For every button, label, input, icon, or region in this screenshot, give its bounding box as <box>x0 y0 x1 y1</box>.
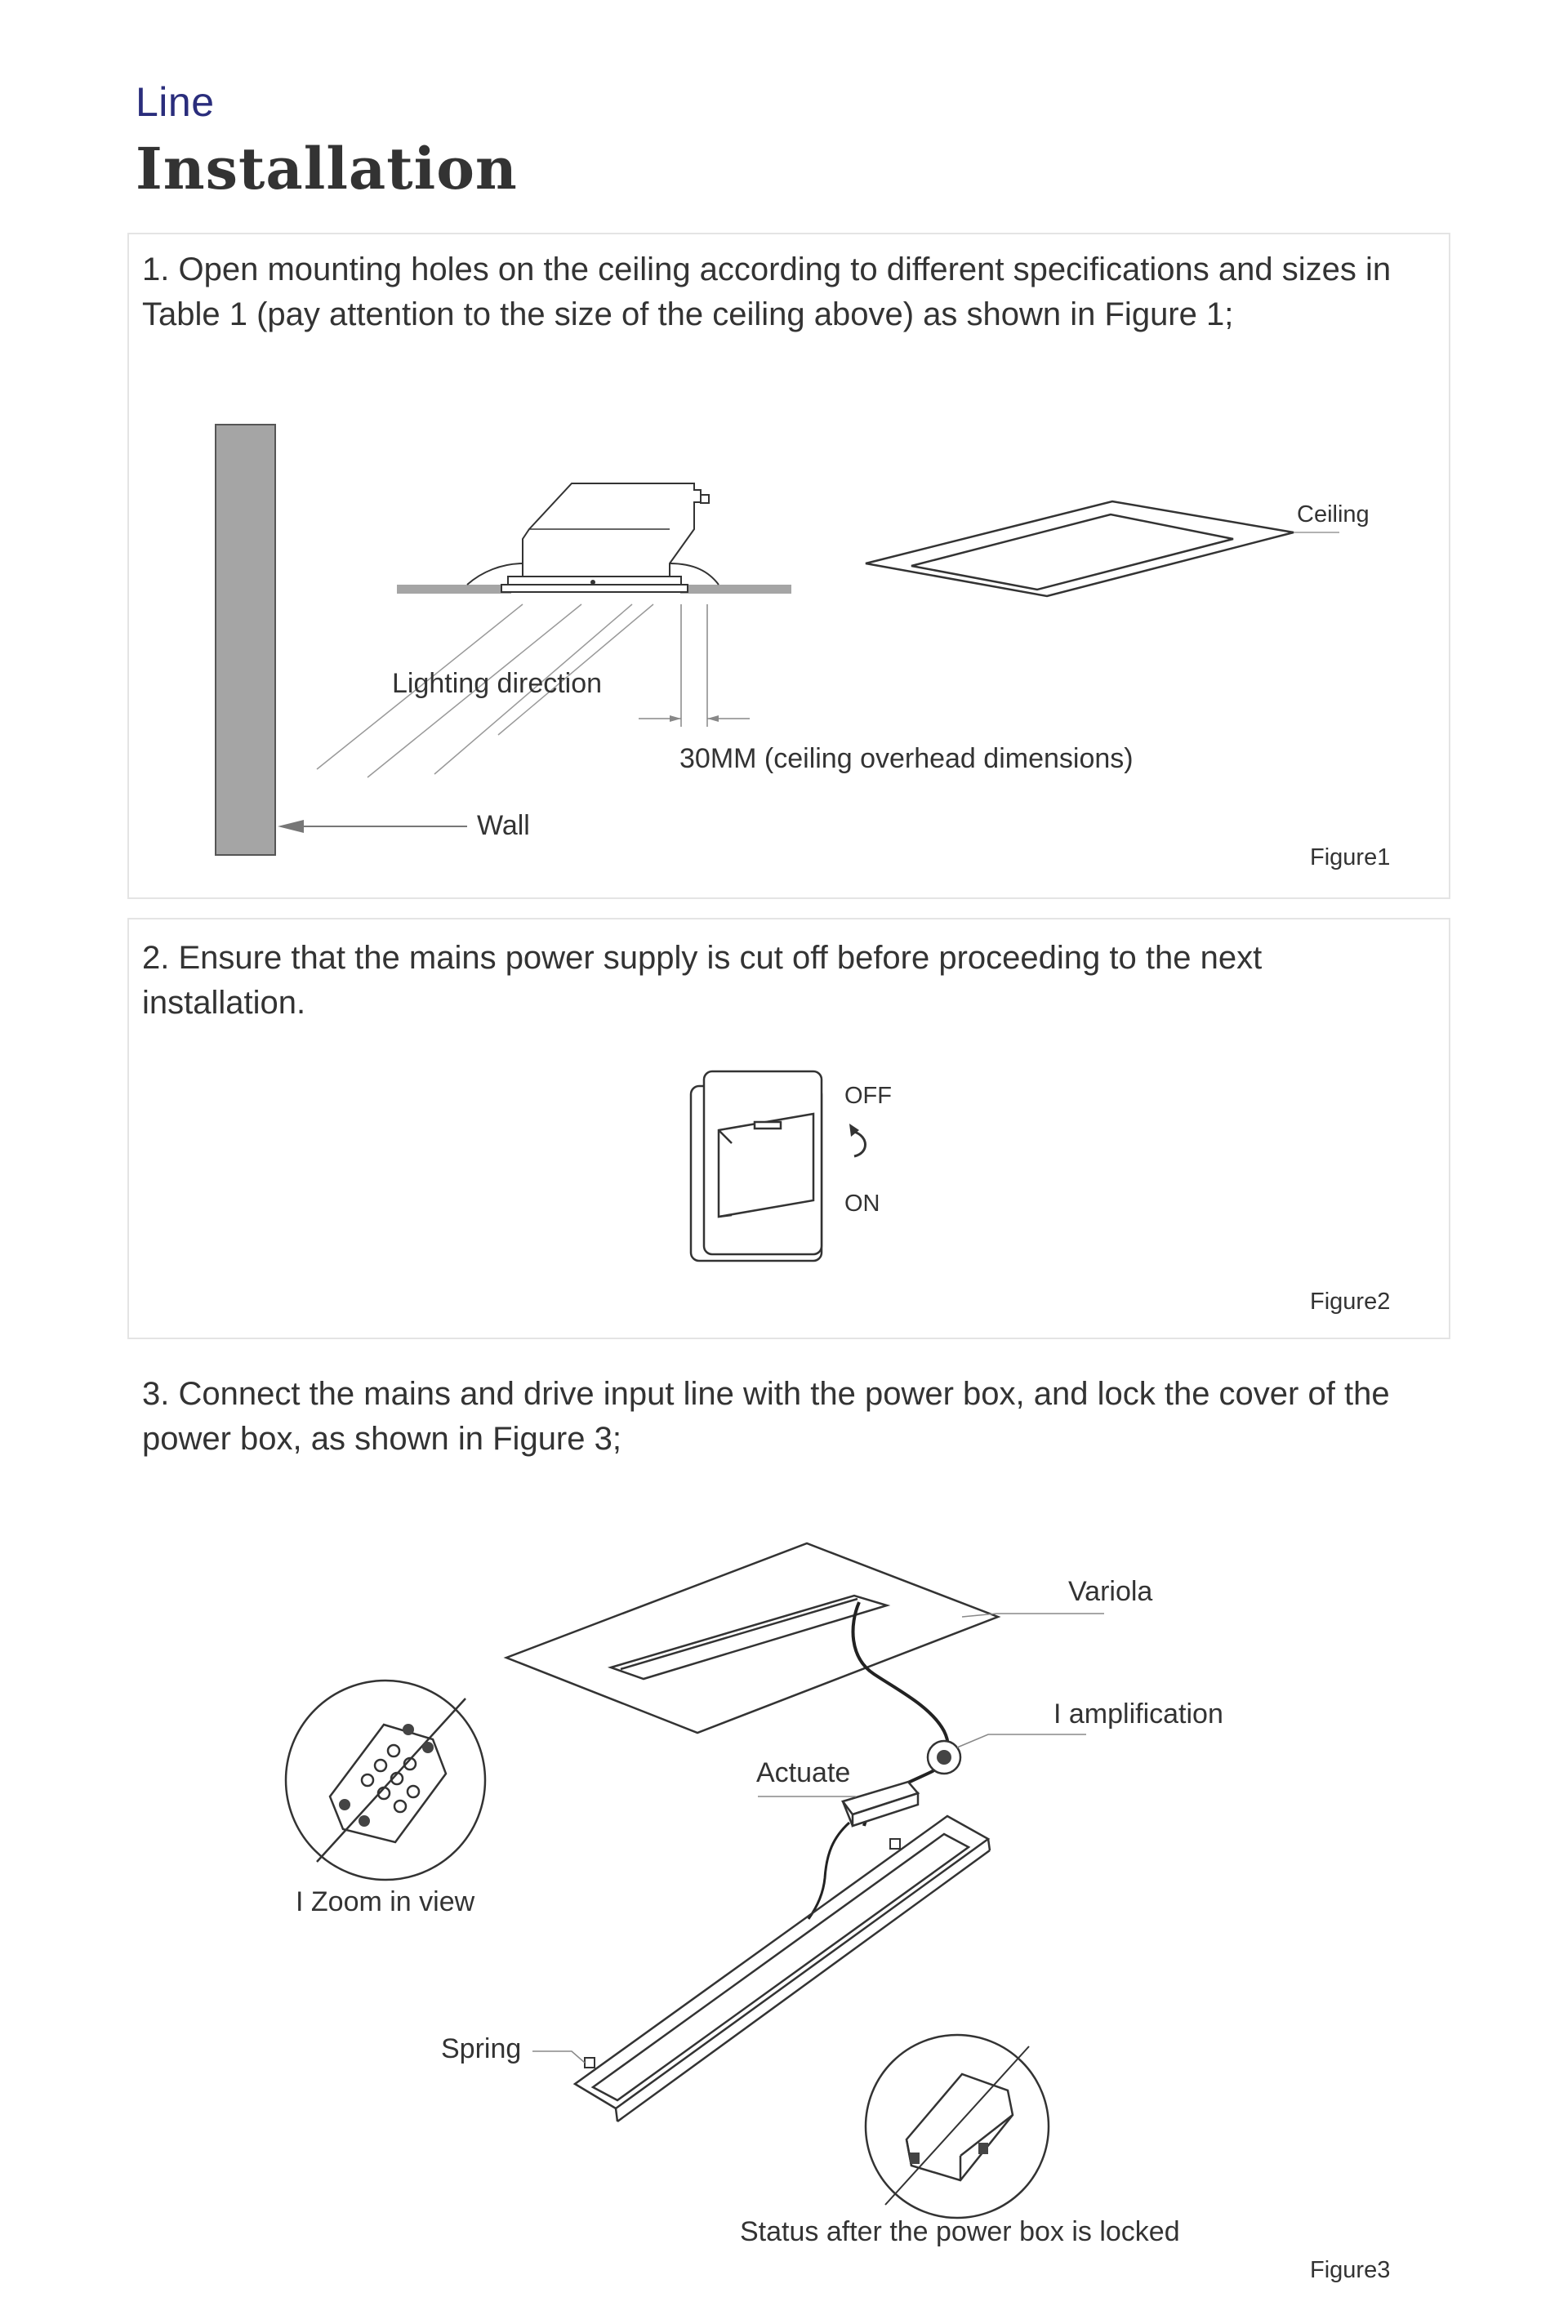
actuate-label: Actuate <box>756 1757 851 1788</box>
on-label: ON <box>844 1191 880 1217</box>
wall-label: Wall <box>477 810 530 841</box>
power-box-icon <box>843 1782 918 1826</box>
section-subtitle: Line <box>136 79 215 125</box>
figure-2-caption: Figure2 <box>1310 1289 1391 1315</box>
step-2-text: 2. Ensure that the mains power supply is cut off before proceeding to the next installation. <box>142 940 1263 1021</box>
spring-label: Spring <box>441 2033 522 2064</box>
zoom-view-label: I Zoom in view <box>296 1886 475 1917</box>
variola-label: Variola <box>1068 1576 1153 1607</box>
ceiling-label: Ceiling <box>1297 501 1370 528</box>
figure-1-caption: Figure1 <box>1310 844 1391 870</box>
step-1-text: 1. Open mounting holes on the ceiling according to different specifications and sizes in Table 1 (pay attention to the size of the ceiling above) as shown in Figure 1; <box>142 252 1392 332</box>
page-title: Installation <box>136 135 518 203</box>
step-3-text: 3. Connect the mains and drive input line with the power box, and lock the cover of the power box, as shown in Figure 3; <box>142 1376 1390 1457</box>
status-label: Status after the power box is locked <box>740 2216 1180 2247</box>
lighting-direction-label: Lighting direction <box>392 668 603 699</box>
off-label: OFF <box>844 1083 892 1109</box>
figure-3-caption: Figure3 <box>1310 2257 1391 2283</box>
amplification-label: I amplification <box>1054 1698 1223 1730</box>
dimension-label: 30MM (ceiling overhead dimensions) <box>679 743 1134 774</box>
